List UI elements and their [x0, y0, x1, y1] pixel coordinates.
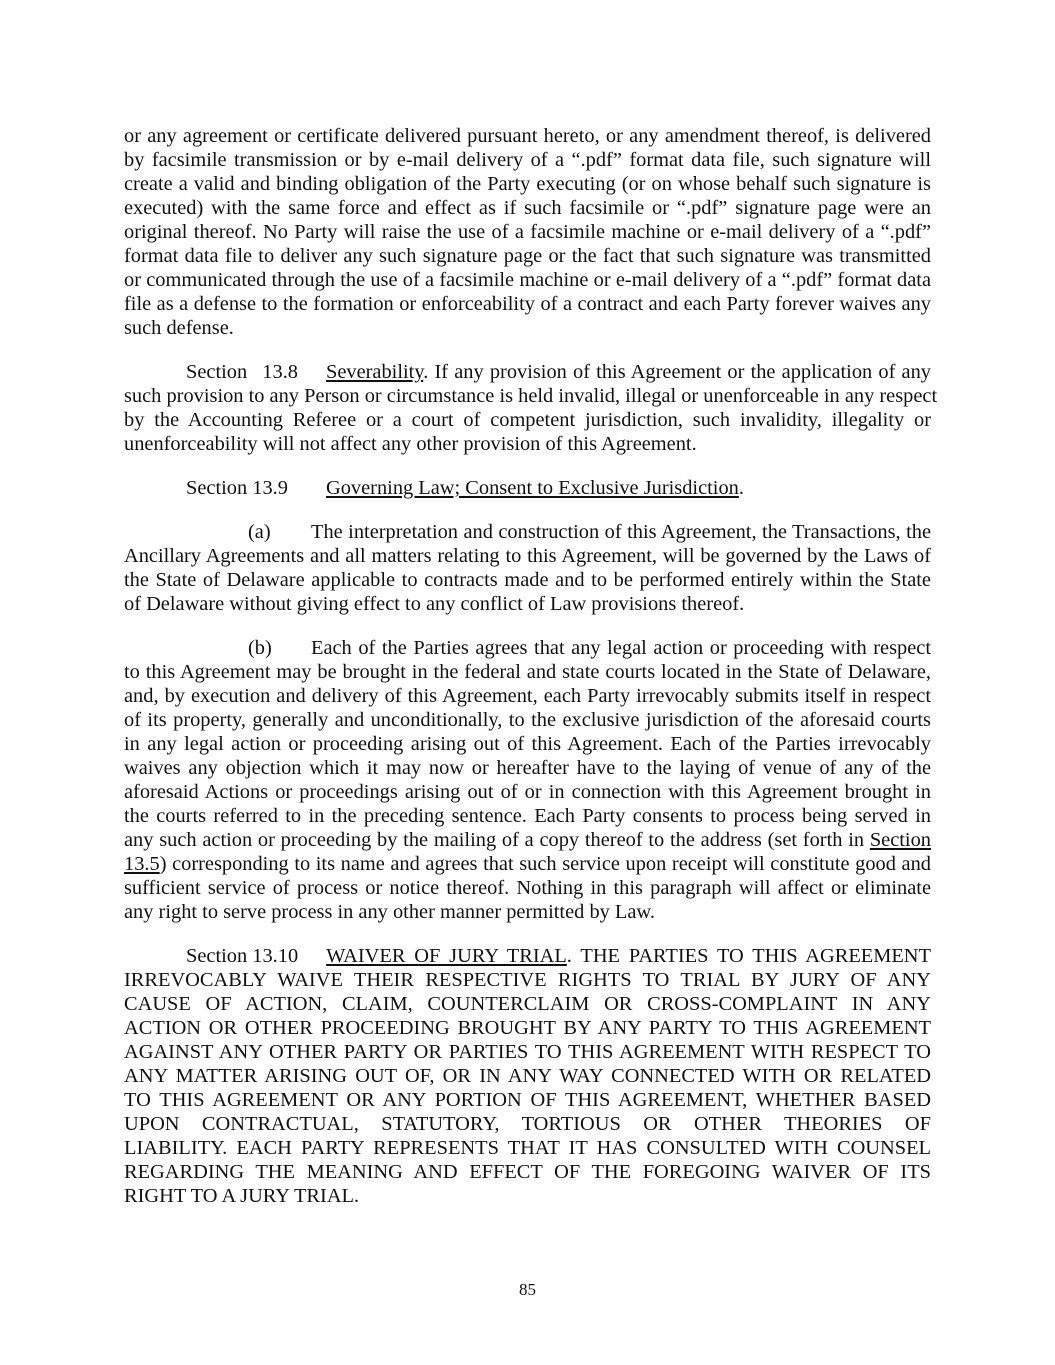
section-number: Section 13.9	[186, 477, 288, 499]
text-line	[124, 780, 931, 804]
line-text: . THE PARTIES TO THIS AGREEMENT	[566, 945, 931, 967]
text-line	[124, 196, 931, 220]
line-text: such provision to any Person or circumstance is held invalid, illegal or unenforceable in any respect	[124, 385, 938, 407]
line-text	[326, 476, 931, 500]
line-text: ANY MATTER ARISING OUT OF, OR IN ANY WAY CONNECTED WITH OR RELATED	[124, 1065, 931, 1087]
line-text: Ancillary Agreements and all matters relating to this Agreement, will be governed by the Laws of	[124, 545, 931, 567]
text-line	[124, 268, 931, 292]
section-number: Section 13.8	[186, 361, 298, 383]
text-line	[124, 992, 931, 1016]
text-line	[124, 756, 931, 780]
line-text: any right to serve process in any other manner permitted by Law.	[124, 901, 655, 923]
text-line	[124, 220, 931, 244]
text-line	[124, 292, 931, 316]
text-line	[124, 944, 931, 968]
text-line	[124, 1088, 931, 1112]
subsection-label: (a)	[248, 521, 271, 543]
text-line	[124, 408, 931, 432]
underlined-heading: Governing Law; Consent to Exclusive Jurisdiction	[326, 477, 739, 499]
line-text: LIABILITY. EACH PARTY REPRESENTS THAT IT HAS CONSULTED WITH COUNSEL	[124, 1137, 931, 1159]
line-text: TO THIS AGREEMENT OR ANY PORTION OF THIS AGREEMENT, WHETHER BASED	[124, 1089, 931, 1111]
underlined-heading: WAIVER OF JURY TRIAL	[326, 945, 567, 967]
text-line	[124, 316, 931, 340]
line-text: in any legal action or proceeding arising out of this Agreement. Each of the Parties irrevocably	[124, 733, 931, 755]
line-text: of Delaware without giving effect to any conflict of Law provisions thereof.	[124, 593, 745, 615]
line-text	[311, 636, 931, 660]
line-text: CAUSE OF ACTION, CLAIM, COUNTERCLAIM OR CROSS-COMPLAINT IN ANY	[124, 993, 931, 1015]
text-line	[124, 1184, 931, 1208]
line-text: format data file to deliver any such signature page or the fact that such signature was transmitted	[124, 245, 931, 267]
section-paragraph	[124, 476, 931, 500]
section-paragraph	[124, 360, 938, 456]
line-text: sufficient service of process or notice thereof. Nothing in this paragraph will affect or eliminate	[124, 877, 931, 899]
document-body	[124, 124, 938, 1228]
paragraph	[124, 124, 931, 340]
text-line	[124, 900, 931, 924]
line-text: or any agreement or certificate delivered pursuant hereto, or any amendment thereof, is delivered	[124, 125, 931, 147]
text-line	[124, 384, 938, 408]
text-line	[124, 520, 931, 544]
line-text: the State of Delaware applicable to contracts made and to be performed entirely within the State	[124, 569, 931, 591]
line-text	[311, 520, 931, 544]
subsection-label: (b)	[248, 637, 272, 659]
line-text: REGARDING THE MEANING AND EFFECT OF THE FOREGOING WAIVER OF ITS	[124, 1161, 931, 1183]
line-text: file as a defense to the formation or enforceability of a contract and each Party forever waives any	[124, 293, 931, 315]
text-line	[124, 568, 931, 592]
text-line	[124, 684, 931, 708]
text-line	[124, 148, 931, 172]
underlined-heading: Section	[869, 829, 931, 851]
text-line	[124, 172, 931, 196]
line-text: such defense.	[124, 317, 234, 339]
text-line	[124, 828, 931, 852]
page-number: 85	[519, 1280, 536, 1299]
line-text: Each of the Parties agrees that any legal action or proceeding with respect	[311, 637, 931, 659]
text-line	[124, 1160, 931, 1184]
text-line	[124, 1040, 931, 1064]
text-line	[124, 708, 931, 732]
text-line	[124, 804, 931, 828]
line-text	[326, 360, 931, 384]
text-line	[124, 1112, 931, 1136]
line-text: the courts referred to in the preceding sentence. Each Party consents to process being served in	[124, 805, 931, 827]
line-text: RIGHT TO A JURY TRIAL.	[124, 1185, 360, 1207]
line-text: AGAINST ANY OTHER PARTY OR PARTIES TO THIS AGREEMENT WITH RESPECT TO	[124, 1041, 931, 1063]
line-text: unenforceability will not affect any other provision of this Agreement.	[124, 433, 697, 455]
text-line	[124, 124, 931, 148]
text-line	[124, 852, 931, 876]
line-text	[326, 944, 931, 968]
line-text: by facsimile transmission or by e-mail delivery of a “.pdf” format data file, such signature will	[124, 149, 931, 171]
line-text: or communicated through the use of a facsimile machine or e-mail delivery of a “.pdf” format data	[124, 269, 931, 291]
text-line	[124, 968, 931, 992]
line-text: ACTION OR OTHER PROCEEDING BROUGHT BY ANY PARTY TO THIS AGREEMENT	[124, 1017, 931, 1039]
line-text: The interpretation and construction of this Agreement, the Transactions, the	[311, 521, 931, 543]
text-line	[124, 432, 931, 456]
line-text: UPON CONTRACTUAL, STATUTORY, TORTIOUS OR OTHER THEORIES OF	[124, 1113, 931, 1135]
text-line	[124, 592, 931, 616]
underlined-heading: 13.5	[124, 853, 160, 875]
underlined-heading: Severability	[326, 361, 424, 383]
text-line	[124, 476, 931, 500]
line-text: to this Agreement may be brought in the federal and state courts located in the State of Delaware,	[124, 661, 931, 683]
line-text: of its property, generally and unconditionally, to the exclusive jurisdiction of the aforesaid courts	[124, 709, 931, 731]
subsection-paragraph	[124, 520, 931, 616]
text-line	[124, 360, 931, 384]
text-line	[124, 1016, 931, 1040]
line-text: ) corresponding to its name and agrees that such service upon receipt will constitute good and	[159, 853, 931, 875]
text-line	[124, 660, 931, 684]
line-text: and, by execution and delivery of this Agreement, each Party irrevocably submits itself in respect	[124, 685, 931, 707]
line-text: .	[738, 477, 744, 499]
section-number: Section 13.10	[186, 945, 299, 967]
text-line	[124, 636, 931, 660]
text-line	[124, 544, 931, 568]
line-text: aforesaid Actions or proceedings arising out of or in connection with this Agreement brought in	[124, 781, 931, 803]
line-text: by the Accounting Referee or a court of competent jurisdiction, such invalidity, illegality or	[124, 409, 931, 431]
line-text: . If any provision of this Agreement or the application of any	[423, 361, 931, 383]
line-text: create a valid and binding obligation of the Party executing (or on whose behalf such signature is	[124, 173, 931, 195]
text-line	[124, 732, 931, 756]
text-line	[124, 244, 931, 268]
line-text: waives any objection which it may now or hereafter have to the laying of venue of any of the	[124, 757, 931, 779]
section-paragraph	[124, 944, 931, 1208]
text-line	[124, 1136, 931, 1160]
subsection-paragraph	[124, 636, 931, 924]
text-line	[124, 1064, 931, 1088]
line-text: any such action or proceeding by the mailing of a copy thereof to the address (set forth in	[124, 829, 870, 851]
line-text: executed) with the same force and effect as if such facsimile or “.pdf” signature page were an	[124, 197, 931, 219]
text-line	[124, 876, 931, 900]
line-text: IRREVOCABLY WAIVE THEIR RESPECTIVE RIGHTS TO TRIAL BY JURY OF ANY	[124, 969, 931, 991]
line-text: original thereof. No Party will raise the use of a facsimile machine or e-mail delivery of a “.pdf”	[124, 221, 931, 243]
